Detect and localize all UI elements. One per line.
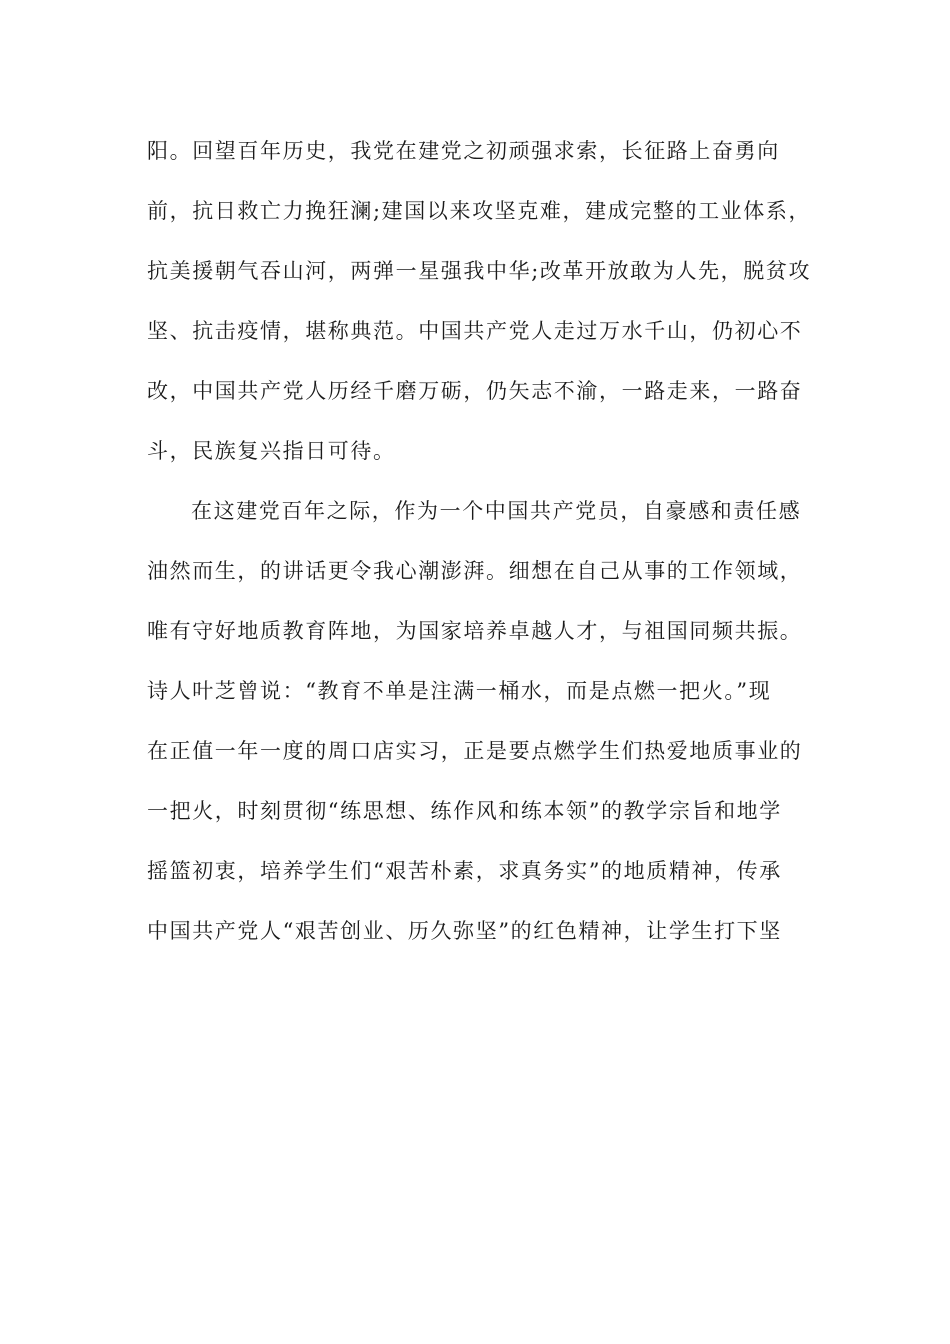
- text-line: 摇篮初衷，培养学生们“艰苦朴素，求真务实”的地质精神，传承: [147, 859, 782, 883]
- text-line: 唯有守好地质教育阵地，为国家培养卓越人才，与祖国同频共振。: [147, 619, 803, 643]
- text-line: 阳。回望百年历史，我党在建党之初顽强求索，长征路上奋勇向: [147, 139, 780, 163]
- text-line: 一把火，时刻贯彻“练思想、练作风和练本领”的教学宗旨和地学: [147, 799, 782, 823]
- text-line: 抗美援朝气吞山河，两弹一星强我中华;改革开放敢为人先，脱贫攻: [147, 259, 812, 283]
- text-line: 坚、抗击疫情，堪称典范。中国共产党人走过万水千山，仍初心不: [147, 319, 803, 343]
- text-line: 中国共产党人“艰苦创业、历久弥坚”的红色精神，让学生打下坚: [147, 919, 782, 943]
- text-line: 改，中国共产党人历经千磨万砺，仍矢志不渝，一路走来，一路奋: [147, 379, 803, 403]
- text-line: 诗人叶芝曾说：“教育不单是注满一桶水，而是点燃一把火。”现: [147, 679, 772, 703]
- text-line: 在正值一年一度的周口店实习，正是要点燃学生们热爱地质事业的: [147, 739, 803, 763]
- text-line: 斗，民族复兴指日可待。: [147, 439, 396, 463]
- text-line: 油然而生，的讲话更令我心潮澎湃。细想在自己从事的工作领域，: [147, 559, 803, 583]
- text-line: 前，抗日救亡力挽狂澜;建国以来攻坚克难，建成完整的工业体系，: [147, 199, 812, 223]
- paragraph-start-line: 在这建党百年之际，作为一个中国共产党员，自豪感和责任感: [191, 499, 802, 523]
- body-text: [147, 136, 812, 976]
